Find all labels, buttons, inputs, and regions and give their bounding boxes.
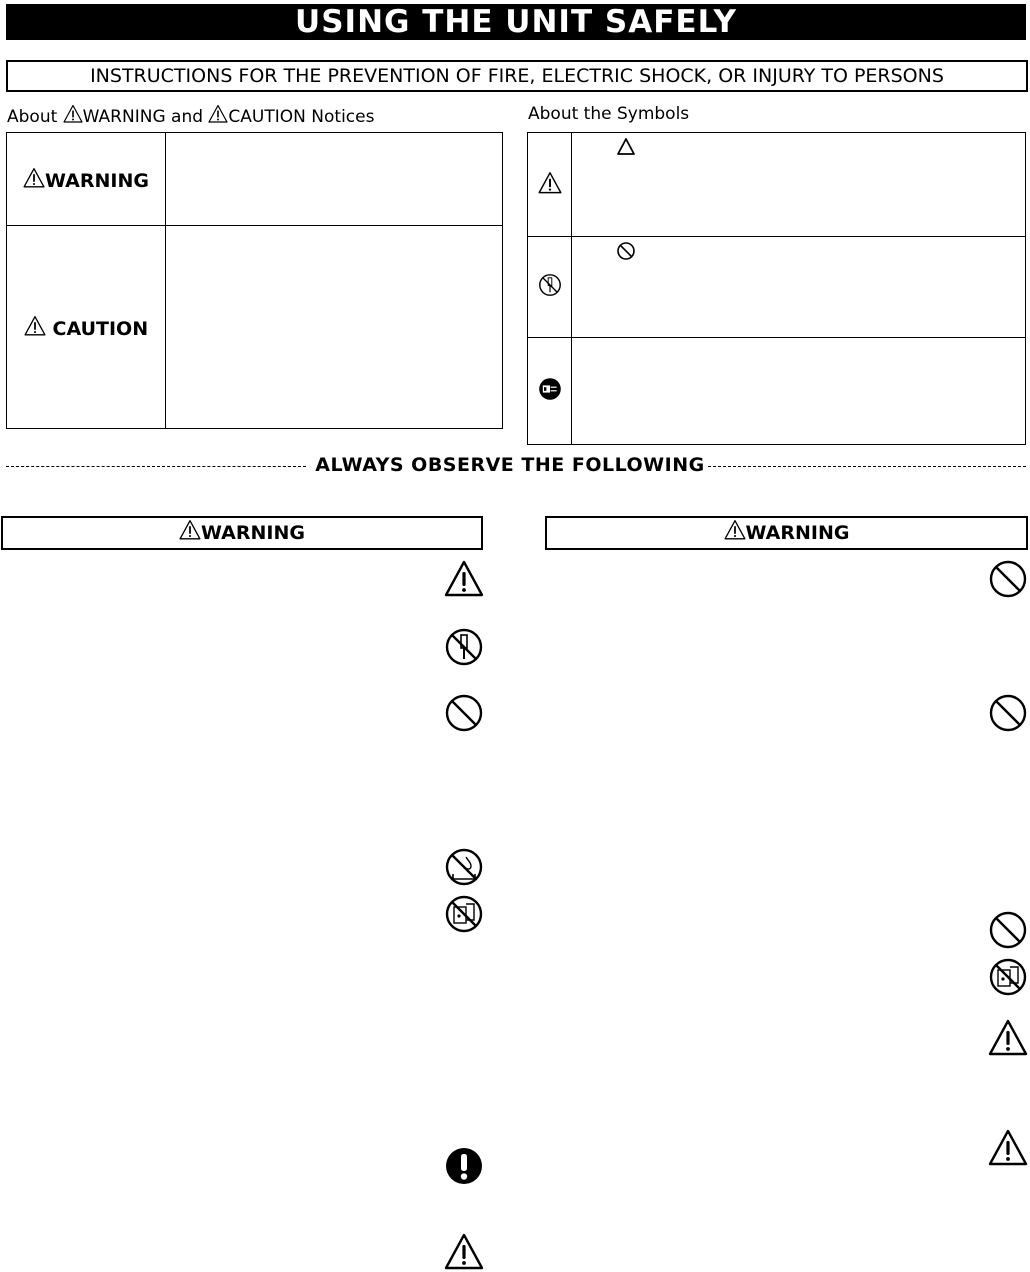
warning-triangle-icon <box>724 519 746 541</box>
warning-triangle-icon <box>208 104 228 124</box>
always-observe-heading <box>0 454 1030 480</box>
do-not-disassemble-icon <box>444 627 484 667</box>
label-and: and <box>171 107 204 127</box>
label-warning: WARNING <box>82 107 166 127</box>
left-warning-header <box>1 516 483 550</box>
prohibition-circle-icon <box>988 693 1028 733</box>
always-observe-label: ALWAYS OBSERVE THE FOLLOWING <box>315 454 705 476</box>
notices-table <box>6 132 503 429</box>
warning-header-label: WARNING <box>201 522 305 544</box>
notice-label-cell <box>7 133 166 226</box>
prohibition-circle-icon <box>444 693 484 733</box>
symbol-row <box>528 338 1026 445</box>
dashed-divider <box>6 466 306 467</box>
unplug-icon <box>538 377 562 401</box>
symbols-section-label: About the Symbols <box>528 104 690 124</box>
notice-description-cell <box>166 133 503 226</box>
subtitle-banner: INSTRUCTIONS FOR THE PREVENTION OF FIRE, ELECTRIC SHOCK, OR INJURY TO PERSONS <box>6 60 1028 92</box>
notice-label-cell <box>7 226 166 429</box>
prohibition-circle-icon <box>988 910 1028 950</box>
dashed-divider <box>708 466 1026 467</box>
do-not-place-liquids-icon <box>444 894 484 934</box>
warning-triangle-icon <box>538 171 562 195</box>
do-not-disassemble-icon <box>538 273 562 297</box>
warning-triangle-icon <box>63 104 83 124</box>
small-triangle-icon <box>616 137 636 157</box>
symbol-description-cell <box>572 338 1026 445</box>
prohibition-circle-icon <box>988 559 1028 599</box>
notice-label: CAUTION <box>52 317 149 340</box>
notice-description-cell <box>166 226 503 429</box>
symbols-table <box>527 132 1026 445</box>
symbol-icon-cell <box>528 338 572 445</box>
do-not-expose-to-water-icon <box>444 847 484 887</box>
symbol-icon-cell <box>528 237 572 338</box>
symbol-description-cell <box>572 133 1026 237</box>
warning-triangle-icon <box>988 1128 1028 1168</box>
symbol-row <box>528 133 1026 237</box>
warning-triangle-icon <box>988 1018 1028 1058</box>
prohibition-circle-icon <box>616 241 636 261</box>
notice-label: WARNING <box>45 169 149 192</box>
mandatory-action-icon <box>444 1146 484 1186</box>
right-warning-header <box>545 516 1028 550</box>
symbol-description-cell <box>572 237 1026 338</box>
warning-triangle-icon <box>23 167 45 189</box>
warning-triangle-icon <box>179 519 201 541</box>
label-about: About <box>7 107 58 127</box>
do-not-place-liquids-icon <box>988 957 1028 997</box>
warning-header-label: WARNING <box>745 522 850 544</box>
page-title: USING THE UNIT SAFELY <box>6 4 1026 40</box>
label-notices: Notices <box>311 107 375 127</box>
notice-row-caution <box>7 226 503 429</box>
symbol-row <box>528 237 1026 338</box>
notices-section-label <box>7 104 374 127</box>
warning-triangle-icon <box>444 1232 484 1272</box>
notice-row-warning <box>7 133 503 226</box>
label-caution: CAUTION <box>228 107 306 127</box>
warning-triangle-icon <box>24 315 46 337</box>
warning-triangle-icon <box>444 559 484 599</box>
symbol-icon-cell <box>528 133 572 237</box>
